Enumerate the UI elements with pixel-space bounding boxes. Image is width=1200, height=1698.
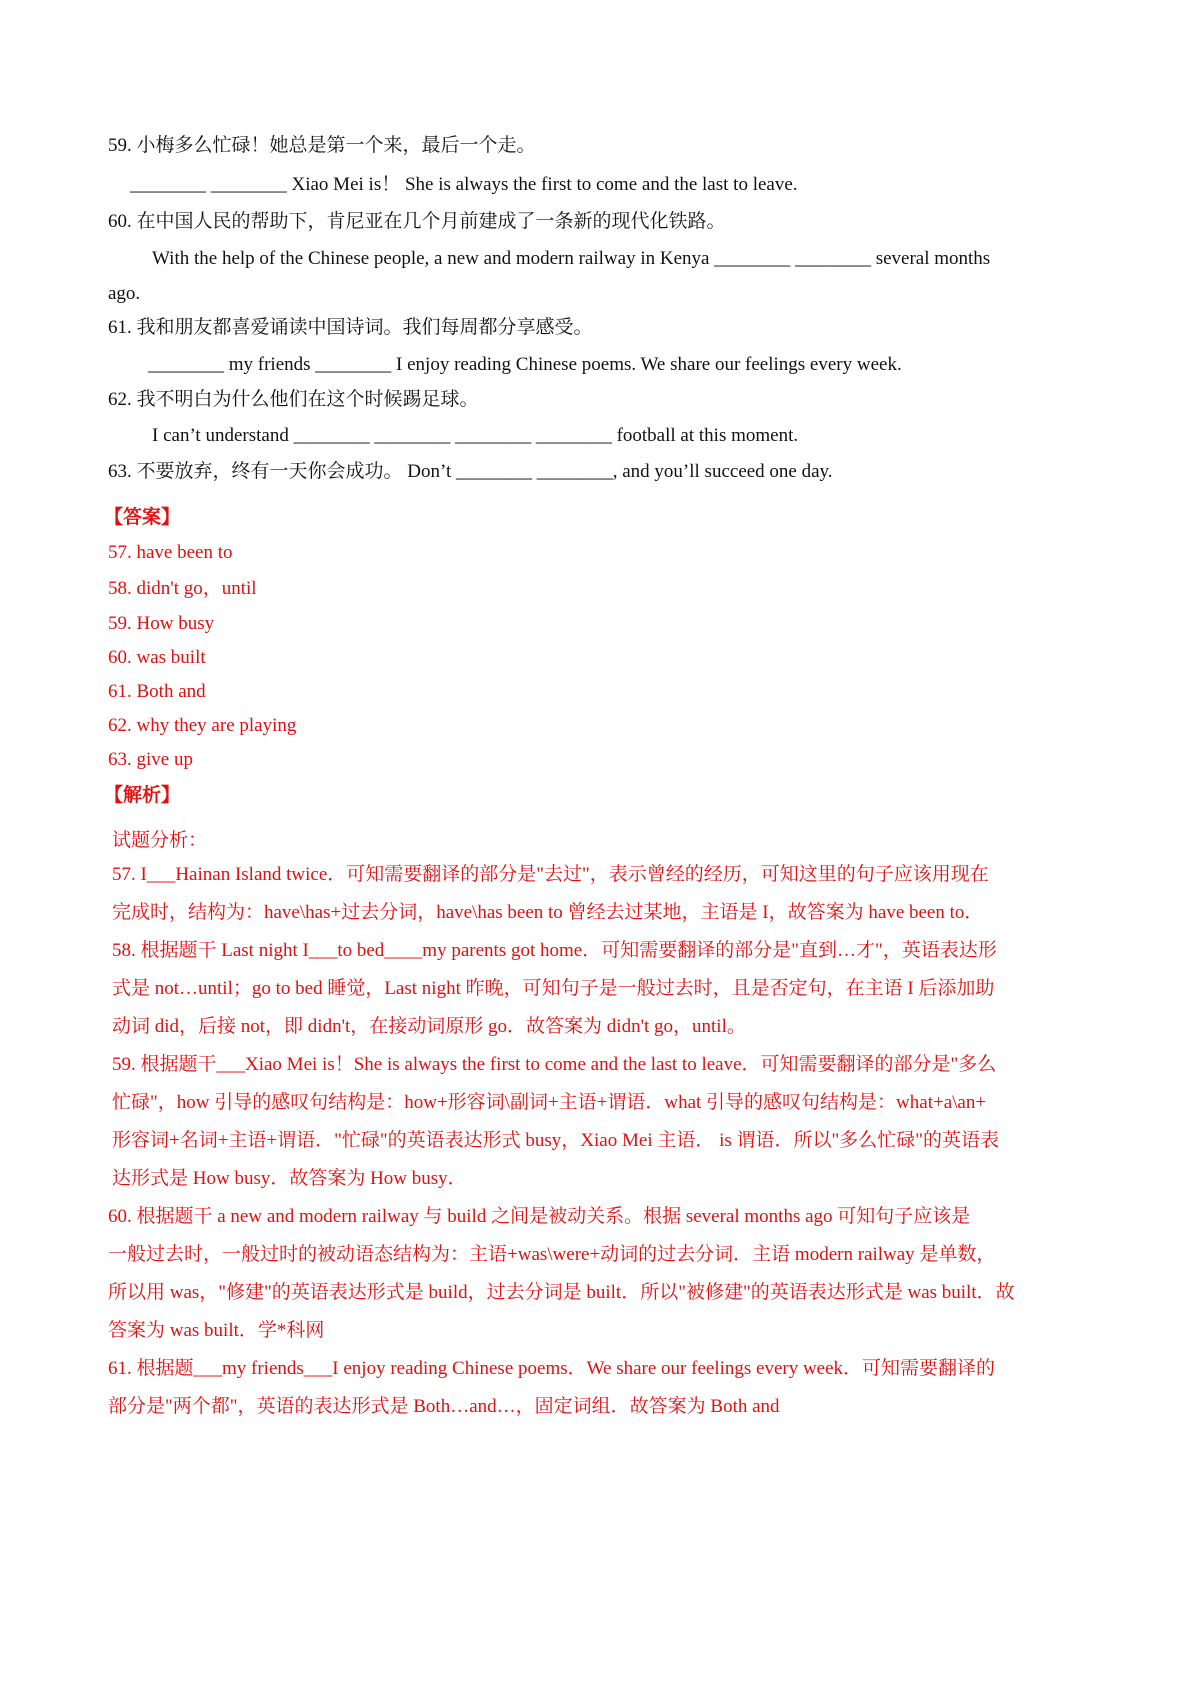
analysis-59-line: 忙碌"，how 引导的感叹句结构是：how+形容词\副词+主语+谓语．what 引导的感叹句结构是：what+a\an+ [112, 1092, 987, 1113]
question-61-en: ________ my friends ________ I enjoy reading Chinese poems. We share our feelings every week. [148, 354, 902, 375]
question-63: 63. 不要放弃，终有一天你会成功。 Don’t ________ ________, and you’ll succeed one day. [108, 461, 833, 482]
answer-62: 62. why they are playing [108, 715, 297, 736]
answer-60: 60. was built [108, 647, 206, 668]
question-60-en-cont: ago. [108, 283, 141, 304]
analysis-57-line: 57. I___Hainan Island twice．可知需要翻译的部分是"去过"，表示曾经的经历，可知这里的句子应该用现在 [112, 864, 989, 885]
answer-61: 61. Both and [108, 681, 206, 702]
analysis-59-line: 达形式是 How busy．故答案为 How busy． [112, 1168, 467, 1189]
answer-58: 58. didn't go，until [108, 578, 257, 599]
question-61-cn: 61. 我和朋友都喜爱诵读中国诗词。我们每周都分享感受。 [108, 317, 593, 338]
answer-63: 63. give up [108, 749, 193, 770]
analysis-60-line: 所以用 was，"修建"的英语表达形式是 build，过去分词是 built．所以"被修建"的英语表达形式是 was built．故 [108, 1282, 1015, 1303]
analysis-60-line: 一般过去时，一般过时的被动语态结构为：主语+was\were+动词的过去分词．主语 modern railway 是单数， [108, 1244, 996, 1265]
question-62-en: I can’t understand ________ ________ ________ ________ football at this moment. [152, 425, 799, 446]
analysis-57-line: 完成时，结构为：have\has+过去分词，have\has been to 曾经去过某地，主语是 I，故答案为 have been to． [112, 902, 984, 923]
analysis-59-line: 59. 根据题干___Xiao Mei is！She is always the first to come and the last to leave．可知需要翻译的部分是"多么 [112, 1054, 997, 1075]
answer-heading: 【答案】 [104, 507, 181, 528]
answer-59: 59. How busy [108, 613, 215, 634]
question-59-cn: 59. 小梅多么忙碌！她总是第一个来，最后一个走。 [108, 135, 536, 156]
question-60-en: With the help of the Chinese people, a new and modern railway in Kenya ________ ________ several months [152, 248, 991, 269]
question-59-en: ________ ________ Xiao Mei is！ She is always the first to come and the last to leave. [130, 174, 798, 195]
analysis-60-line: 60. 根据题干 a new and modern railway 与 build 之间是被动关系。根据 several months ago 可知句子应该是 [108, 1206, 971, 1227]
analysis-58-line: 式是 not…until；go to bed 睡觉，Last night 昨晚，可知句子是一般过去时，且是否定句，在主语 I 后添加助 [112, 978, 995, 999]
analysis-61-line: 61. 根据题___my friends___I enjoy reading Chinese poems．We share our feelings every week．可知需要翻译的 [108, 1358, 996, 1379]
question-60-cn: 60. 在中国人民的帮助下，肯尼亚在几个月前建成了一条新的现代化铁路。 [108, 211, 726, 232]
analysis-58-line: 动词 did，后接 not，即 didn't，在接动词原形 go．故答案为 didn't go，until。 [112, 1016, 746, 1037]
analysis-60-line: 答案为 was built．学*科网 [108, 1320, 325, 1341]
analysis-61-line: 部分是"两个都"，英语的表达形式是 Both…and…，固定词组．故答案为 Both and [108, 1396, 780, 1417]
analysis-subheading: 试题分析： [112, 830, 208, 851]
answer-57: 57. have been to [108, 542, 233, 563]
analysis-59-line: 形容词+名词+主语+谓语．"忙碌"的英语表达形式 busy，Xiao Mei 主语． is 谓语．所以"多么忙碌"的英语表 [112, 1130, 1000, 1151]
analysis-heading: 【解析】 [104, 785, 181, 806]
analysis-58-line: 58. 根据题干 Last night I___to bed____my parents got home．可知需要翻译的部分是"直到…才"，英语表达形 [112, 940, 997, 961]
question-62-cn: 62. 我不明白为什么他们在这个时候踢足球。 [108, 389, 479, 410]
